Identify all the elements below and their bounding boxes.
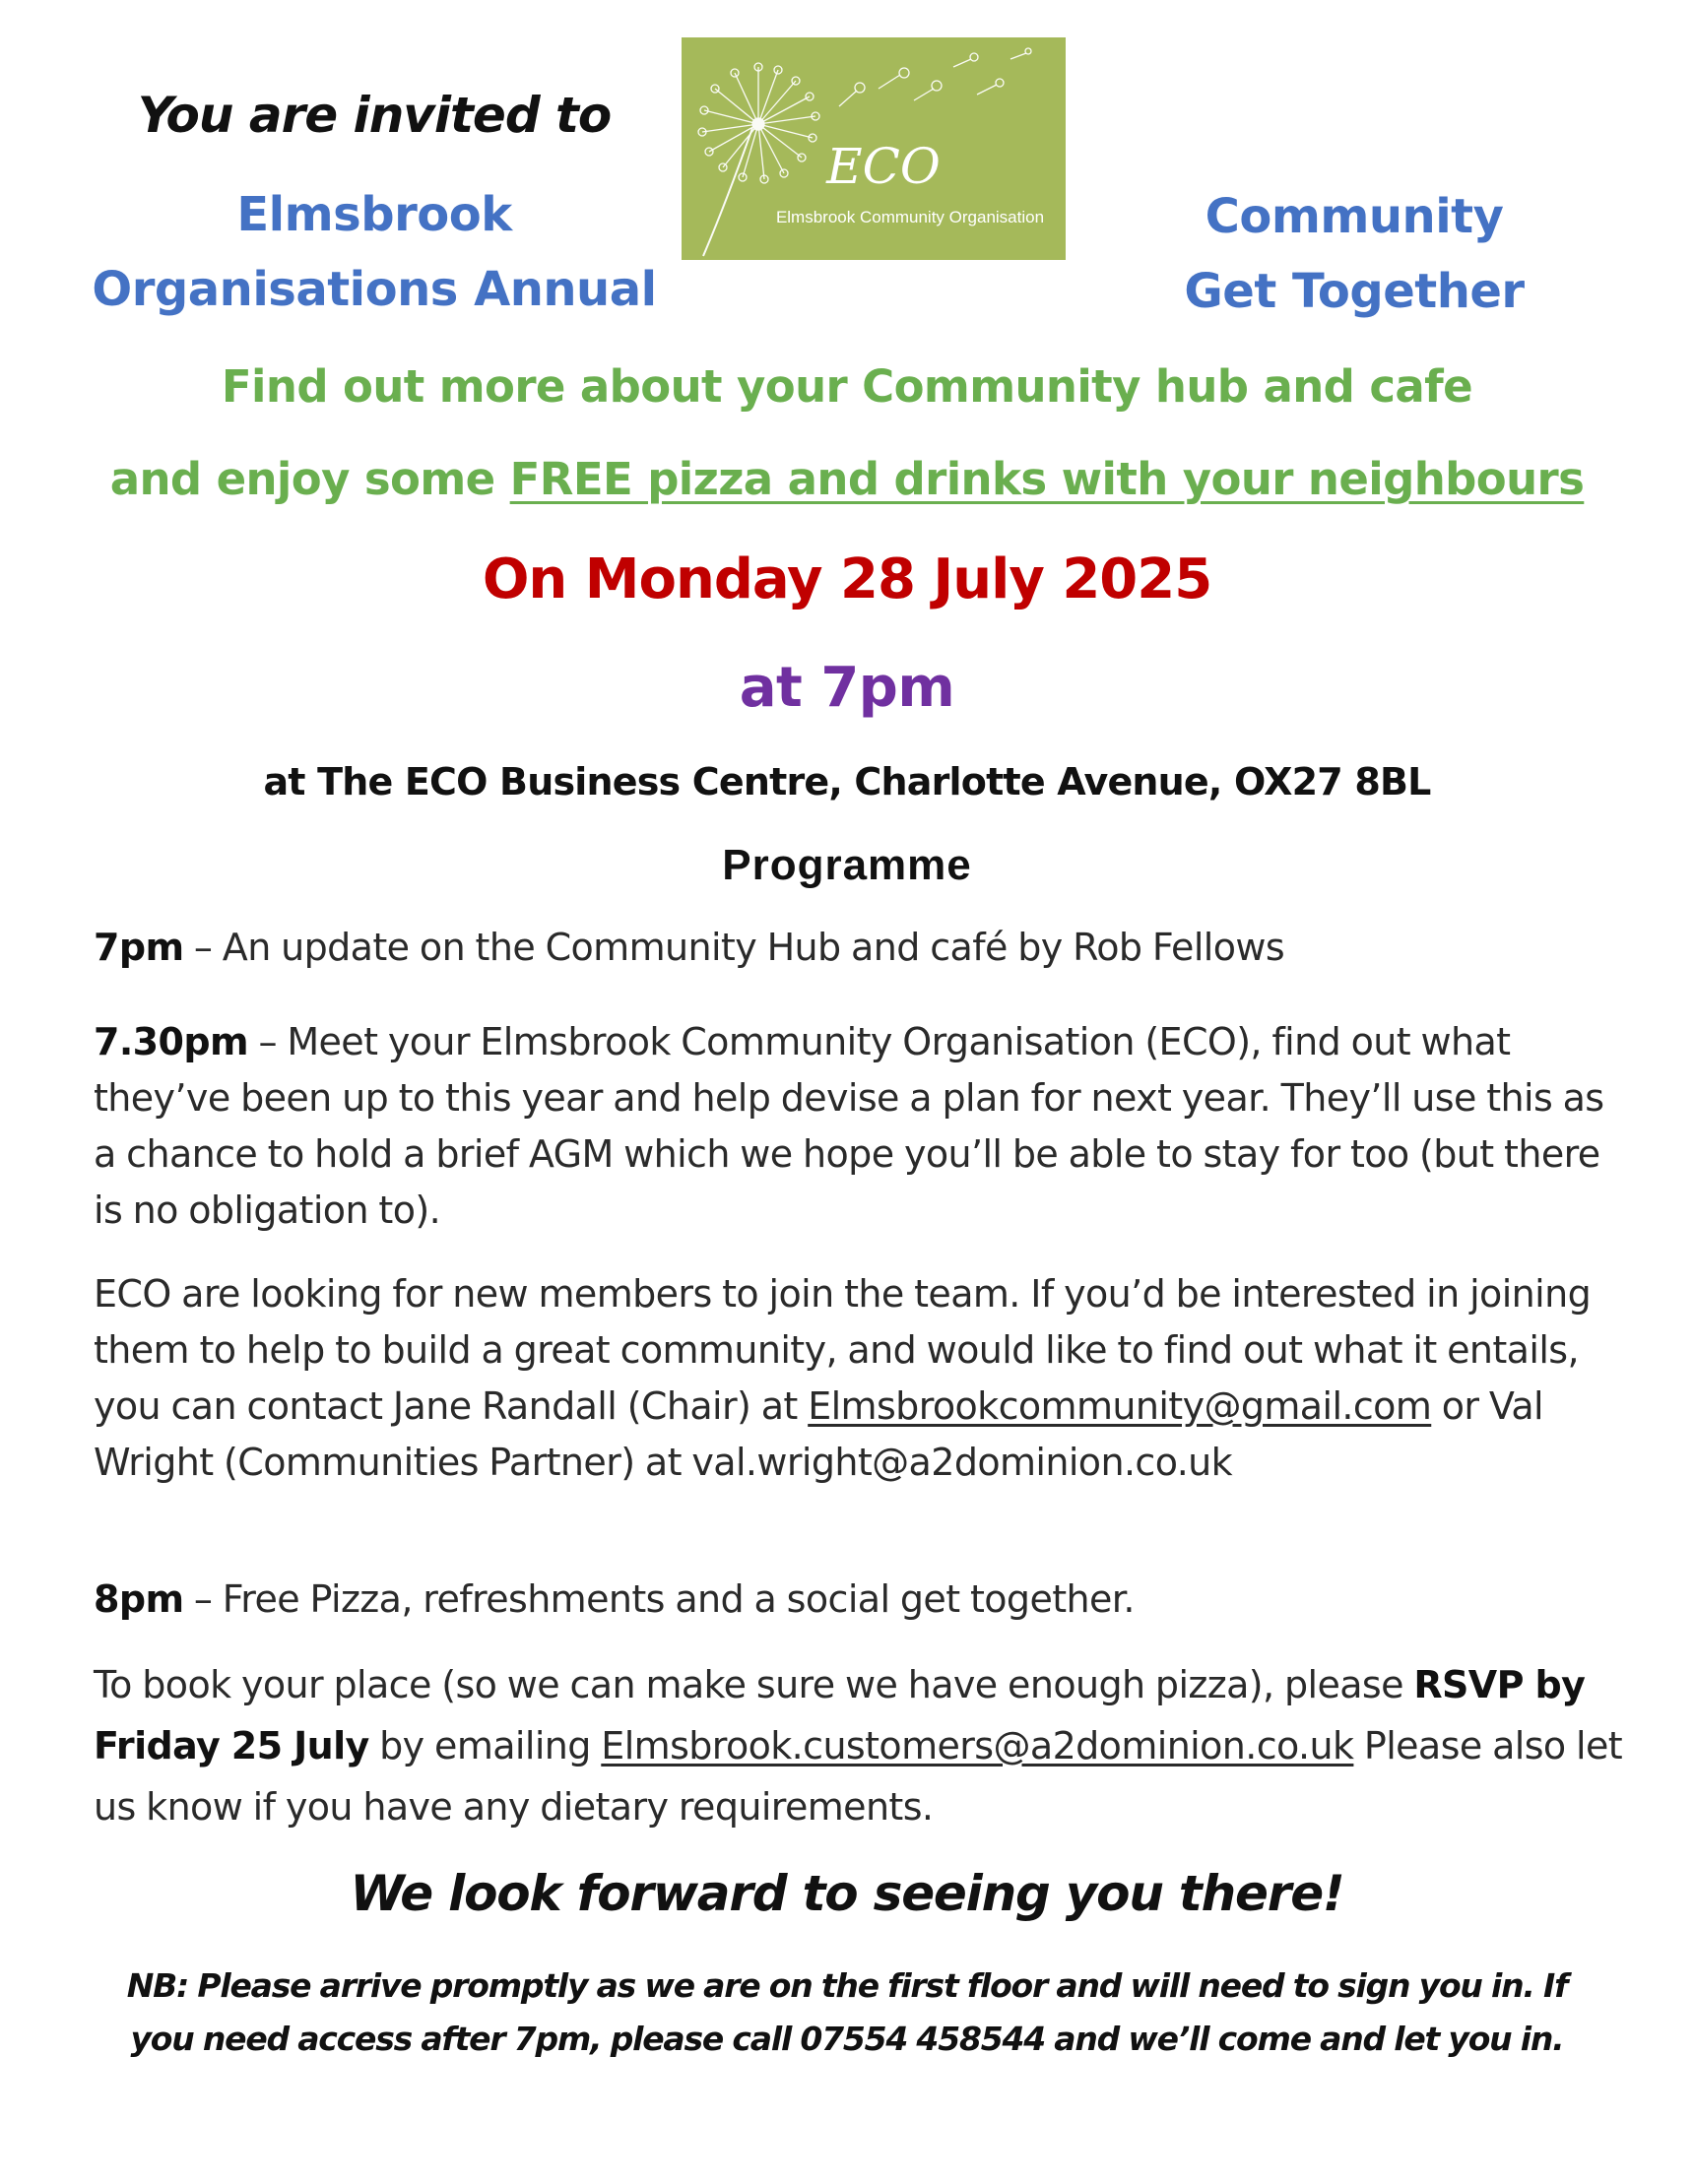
members-paragraph [94,1266,1630,1491]
programme-item-time: 7pm [94,926,184,969]
rsvp-text: To book your place (so we can make sure we have enough pizza), please [94,1663,1414,1706]
intro-line-1: Find out more about your Community hub and cafe [221,360,1473,413]
community-email-link[interactable]: Elmsbrookcommunity@gmail.com [808,1384,1432,1428]
programme-item-text: – An update on the Community Hub and café by Rob Fellows [183,926,1285,969]
programme-item-text: – Meet your Elmsbrook Community Organisation (ECO), find out what they’ve been up to this year and help devise a plan for next year. They’ll use this as a chance to hold a brief AGM which we hope you’ll be able to stay for too (but there is no obligation to). [94,1020,1604,1232]
closing-message: We look forward to seeing you there! [350,1865,1344,1922]
programme-item-730pm [94,1014,1630,1239]
event-time: at 7pm [739,656,955,720]
intro-line-2-prefix: and enjoy some [109,453,510,505]
logo-subtitle: Elmsbrook Community Organisation [775,208,1045,226]
programme-item-text: – Free Pizza, refreshments and a social get together. [183,1577,1135,1621]
invited-heading: You are invited to [137,87,612,144]
members-text: ECO are looking for new members to join the team. If you’d be interested in joining them to help to build a great community, and would like to find out what it entails, you can contact Jane Randall (Chair) at [94,1272,1592,1428]
programme-item-8pm [94,1572,1630,1628]
rsvp-text-2: by emailing [368,1724,602,1767]
free-pizza-text: FREE pizza and drinks with your neighbours [509,453,1585,505]
logo-title: ECO [826,138,941,195]
event-venue: at The ECO Business Centre, Charlotte Avenue, OX27 8BL [263,760,1431,803]
rsvp-paragraph [94,1654,1630,1837]
event-title-left-line2: Organisations Annual [92,262,657,317]
programme-item-time: 7.30pm [94,1020,248,1063]
event-title-left [59,177,689,327]
programme-item-time: 8pm [94,1577,184,1621]
event-title-left-line1: Elmsbrook [236,187,512,242]
event-date: On Monday 28 July 2025 [482,547,1212,611]
event-title-right [1133,179,1576,329]
rsvp-email-link[interactable]: Elmsbrook.customers@a2dominion.co.uk [601,1724,1354,1767]
rsvp-text-3: Please also let us know if you have any dietary requirements. [94,1724,1623,1829]
intro-line-2 [0,453,1694,505]
members-text-2: or Val Wright (Communities Partner) at val.wright@a2dominion.co.uk [94,1384,1543,1484]
nb-note: NB: Please arrive promptly as we are on the first floor and will need to sign you in. If you need access after 7pm, please call 07554 458544 and we’ll come and let you in. [126,1966,1568,2058]
eco-logo [682,37,1066,260]
rsvp-deadline: RSVP by Friday 25 July [94,1663,1586,1767]
event-title-right-line1: Community [1205,189,1504,244]
event-title-right-line2: Get Together [1184,264,1525,319]
programme-item-7pm [94,920,1630,976]
dandelion-icon [682,37,1066,260]
programme-heading: Programme [722,841,972,889]
